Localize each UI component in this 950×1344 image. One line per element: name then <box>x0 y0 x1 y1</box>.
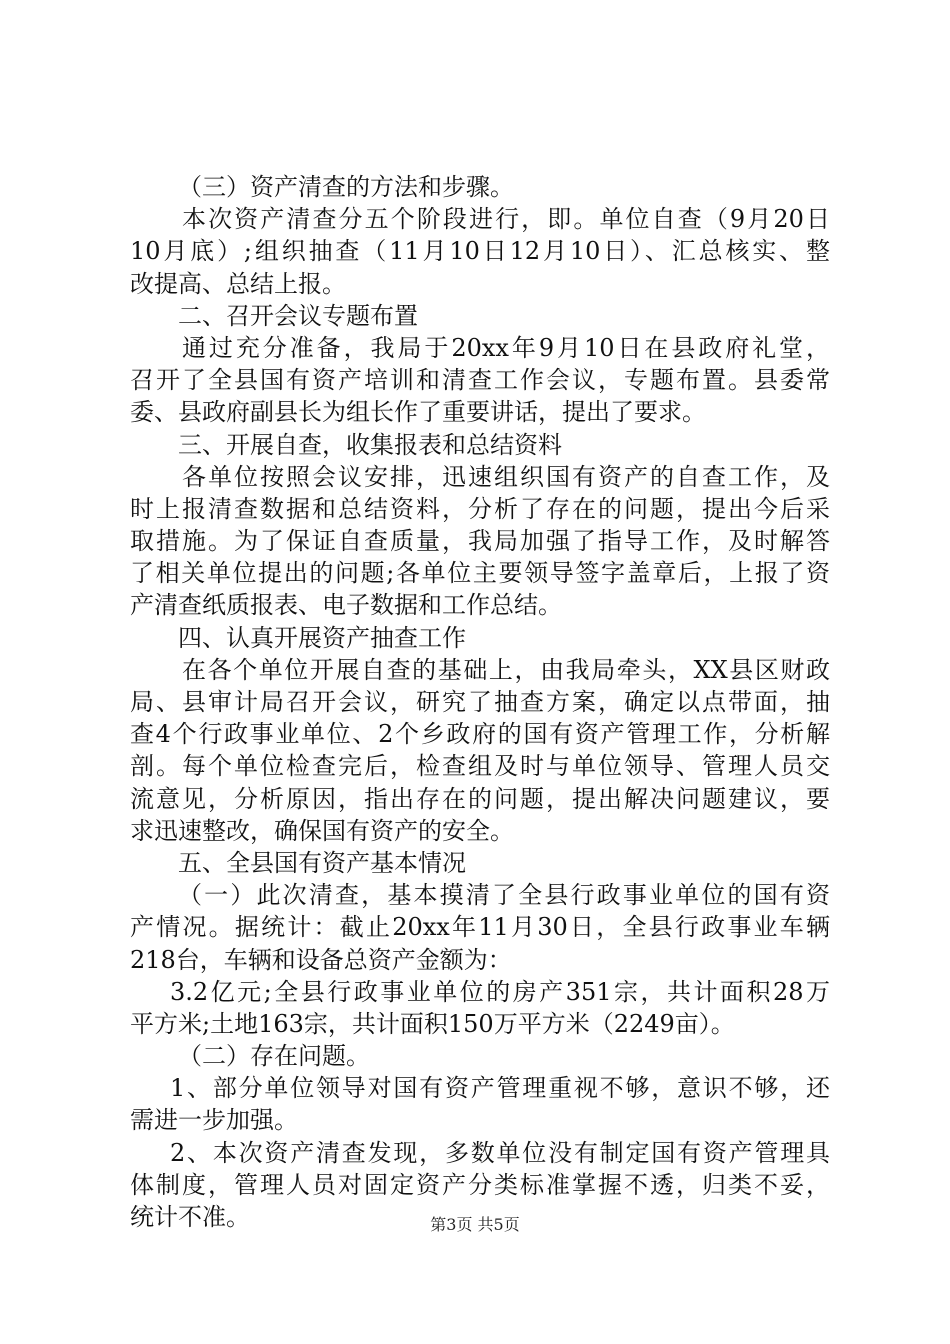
paragraph-line: 产清查纸质报表、电子数据和工作总结。 <box>130 591 562 620</box>
paragraph-line: 2、本次资产清查发现，多数单位没有制定国有资产管理具 <box>170 1138 830 1167</box>
paragraph-line: 10月底）;组织抽查（11月10日12月10日）、汇总核实、整 <box>130 237 830 266</box>
paragraph-line: 产情况。据统计：截止20xx年11月30日，全县行政事业车辆 <box>130 913 830 942</box>
paragraph-line: 本次资产清查分五个阶段进行，即。单位自查（9月20日 <box>182 205 830 234</box>
paragraph-line: 通过充分准备，我局于20xx年9月10日在县政府礼堂， <box>182 333 830 362</box>
paragraph-line: 委、县政府副县长为组长作了重要讲话，提出了要求。 <box>130 398 706 427</box>
paragraph-line: 求迅速整改，确保国有资产的安全。 <box>130 816 514 845</box>
paragraph-line: 3.2亿元;全县行政事业单位的房产351宗，共计面积28万 <box>170 977 830 1006</box>
subsection-heading-problems: （二）存在问题。 <box>178 1042 370 1071</box>
paragraph-line: 平方米;土地163宗，共计面积150万平方米（2249亩）。 <box>130 1009 735 1038</box>
paragraph-line: 统计不准。 <box>130 1203 250 1231</box>
paragraph-line: 流意见，分析原因，指出存在的问题，提出解决问题建议，要 <box>130 784 830 813</box>
paragraph-line: 召开了全县国有资产培训和清查工作会议，专题布置。县委常 <box>130 366 830 395</box>
page-number-footer: 第3页 共5页 <box>430 1215 520 1234</box>
section-heading-methods: （三）资产清查的方法和步骤。 <box>178 173 514 201</box>
section-heading-self-check: 三、开展自查，收集报表和总结资料 <box>178 430 562 459</box>
paragraph-line: 局、县审计局召开会议，研究了抽查方案，确定以点带面，抽 <box>130 688 830 716</box>
paragraph-line: 体制度，管理人员对固定资产分类标准掌握不透，归类不妥， <box>130 1170 830 1199</box>
paragraph-line: 了相关单位提出的问题;各单位主要领导签字盖章后，上报了资 <box>130 559 830 588</box>
paragraph-line: 剖。每个单位检查完后，检查组及时与单位领导、管理人员交 <box>130 752 830 781</box>
paragraph-line: 时上报清查数据和总结资料，分析了存在的问题，提出今后采 <box>130 494 830 523</box>
paragraph-line: 改提高、总结上报。 <box>130 269 346 298</box>
section-heading-basic-situation: 五、全县国有资产基本情况 <box>178 848 466 877</box>
section-heading-meeting: 二、召开会议专题布置 <box>178 301 418 330</box>
paragraph-line: 查4个行政事业单位、2个乡政府的国有资产管理工作，分析解 <box>130 720 830 749</box>
section-heading-spot-check: 四、认真开展资产抽查工作 <box>178 623 466 652</box>
paragraph-line: （一）此次清查，基本摸清了全县行政事业单位的国有资 <box>178 881 830 910</box>
paragraph-line: 在各个单位开展自查的基础上，由我局牵头，XX县区财政 <box>182 655 830 684</box>
paragraph-line: 需进一步加强。 <box>130 1106 298 1135</box>
paragraph-line: 1、部分单位领导对国有资产管理重视不够，意识不够，还 <box>170 1074 830 1103</box>
paragraph-line: 218台，车辆和设备总资产金额为： <box>130 945 512 974</box>
document-body <box>130 171 830 1233</box>
paragraph-line: 各单位按照会议安排，迅速组织国有资产的自查工作，及 <box>182 462 830 491</box>
paragraph-line: 取措施。为了保证自查质量，我局加强了指导工作，及时解答 <box>130 527 830 556</box>
